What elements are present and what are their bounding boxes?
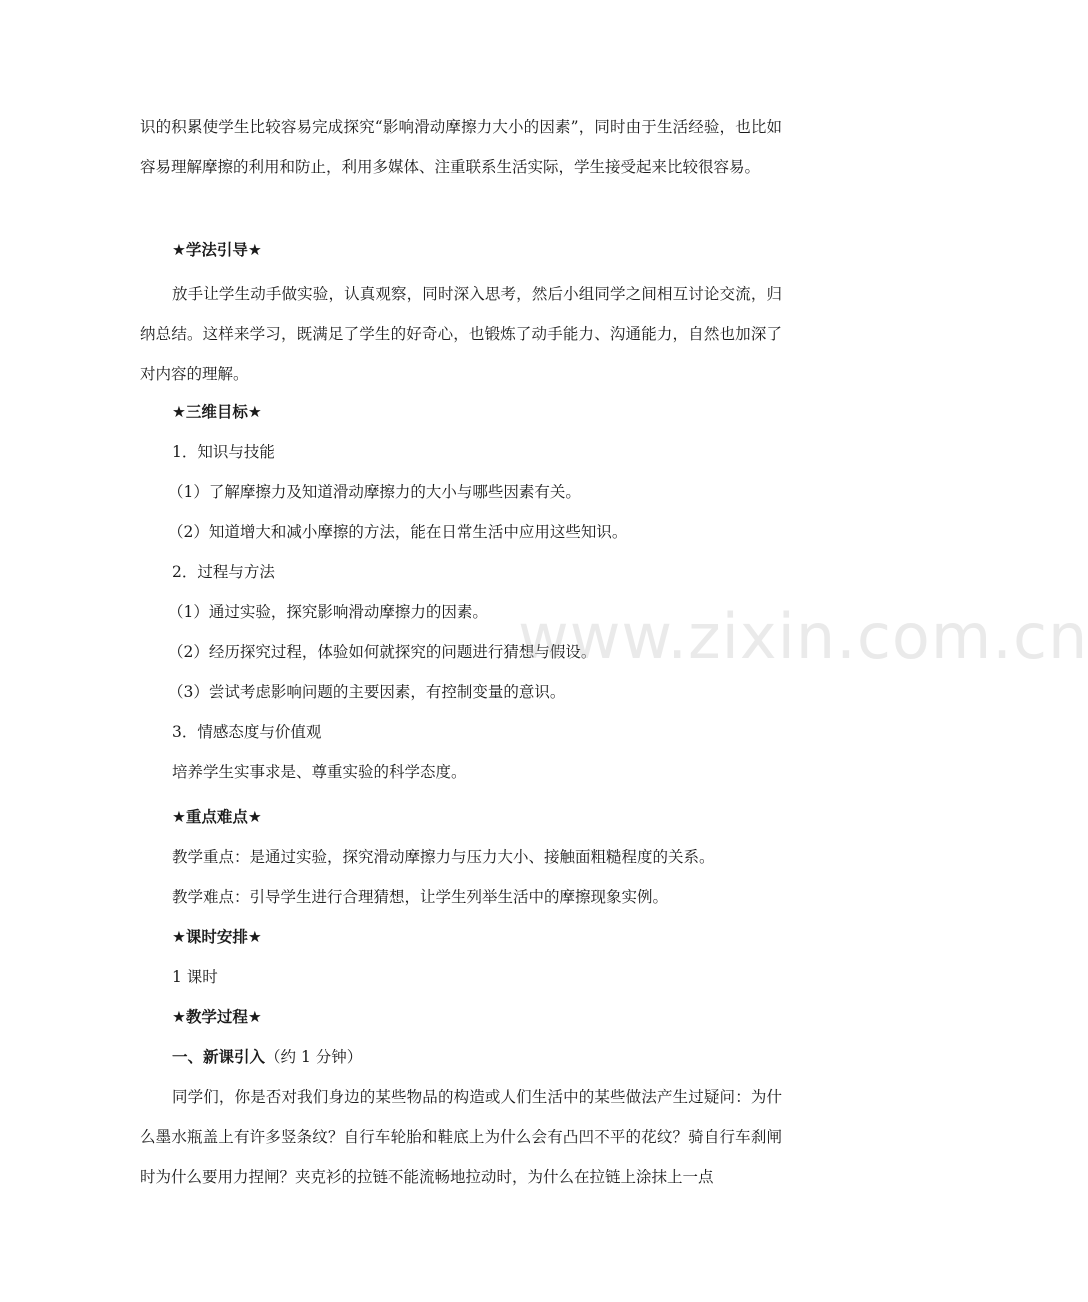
key-points-heading: ★重点难点★ [172,808,262,826]
schedule-text: 1 课时 [172,968,218,986]
watermark-logo: www.zixin.com.cn [518,600,1088,673]
emotion-text: 培养学生实事求是、尊重实验的科学态度。 [172,763,467,781]
intro-block [140,107,782,187]
goals-section [140,392,782,792]
emotion-title: 3．情感态度与价值观 [172,723,322,741]
intro-paragraph: 识的积累使学生比较容易完成探究“影响滑动摩擦力大小的因素”，同时由于生活经验，也比如容易理解摩擦的利用和防止，利用多媒体、注重联系生活实际，学生接受起来比较很容易。 [140,118,782,176]
schedule-heading: ★课时安排★ [172,928,262,946]
process-item-3: （3）尝试考虑影响问题的主要因素，有控制变量的意识。 [168,683,566,701]
study-method-section [140,230,782,394]
knowledge-title: 1．知识与技能 [172,443,275,461]
knowledge-item-1: （1）了解摩擦力及知道滑动摩擦力的大小与哪些因素有关。 [168,483,581,501]
key-points-section [140,797,782,917]
schedule-section [140,917,782,997]
process-item-2: （2）经历探究过程，体验如何就探究的问题进行猜想与假设。 [168,643,597,661]
step1-time: （约 1 分钟） [265,1048,363,1066]
step1-heading [140,1037,782,1077]
step1-text: 同学们，你是否对我们身边的某些物品的构造或人们生活中的某些做法产生过疑问：为什么墨水瓶盖上有许多竖条纹？自行车轮胎和鞋底上为什么会有凸凹不平的花纹？骑自行车刹闸时为什么要用力捏闸？夹克衫的拉链不能流畅地拉动时，为什么在拉链上涂抹上一点 [140,1088,782,1186]
study-method-heading: ★学法引导★ [172,241,262,259]
key-focus: 教学重点：是通过实验，探究滑动摩擦力与压力大小、接触面粗糙程度的关系。 [172,848,715,866]
study-method-text: 放手让学生动手做实验，认真观察，同时深入思考，然后小组同学之间相互讨论交流，归纳总结。这样来学习，既满足了学生的好奇心，也锻炼了动手能力、沟通能力，自然也加深了对内容的理解。 [140,285,782,383]
step1-title: 一、新课引入 [172,1048,266,1066]
process-item-1: （1）通过实验，探究影响滑动摩擦力的因素。 [168,603,488,621]
process-title: 2．过程与方法 [172,563,275,581]
goals-heading: ★三维目标★ [172,403,262,421]
knowledge-item-2: （2）知道增大和减小摩擦的方法，能在日常生活中应用这些知识。 [168,523,628,541]
key-difficulty: 教学难点：引导学生进行合理猜想，让学生列举生活中的摩擦现象实例。 [172,888,669,906]
teaching-process-heading: ★教学过程★ [172,1008,262,1026]
teaching-process-section [140,997,782,1197]
